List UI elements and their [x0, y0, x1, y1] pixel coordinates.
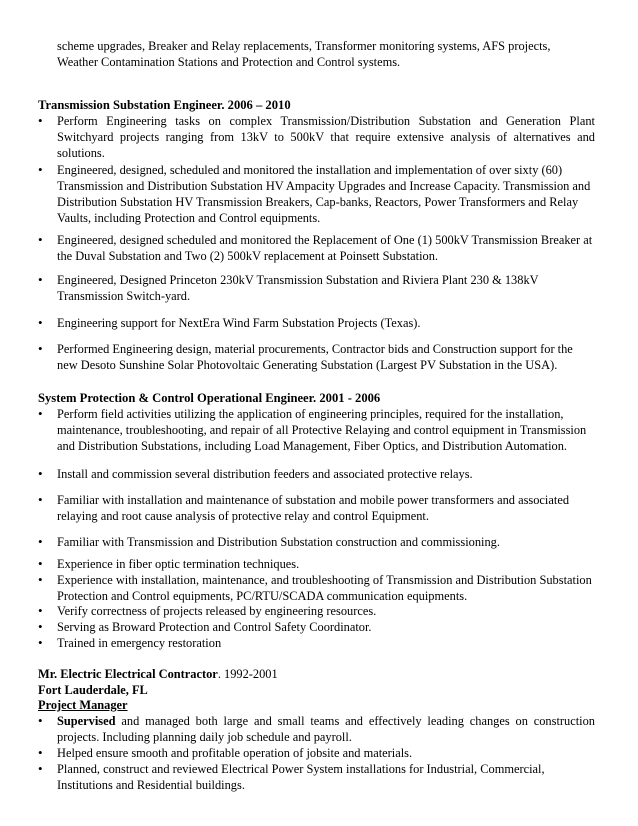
bullet-icon: • [38, 466, 43, 481]
bullet-icon: • [38, 713, 43, 728]
list-item-text: Familiar with installation and maintenance of substation and mobile power transformers and associated relaying and root cause analysis of protective relay and control Equipment. [57, 493, 570, 523]
list-item-text: Verify correctness of projects released by engineering resources. [57, 604, 377, 618]
bullet-icon: • [38, 232, 43, 247]
section-heading-transmission: Transmission Substation Engineer. 2006 – 2010 [38, 98, 291, 112]
bullet-icon: • [38, 113, 43, 128]
bullet-icon: • [38, 745, 43, 760]
list-item-text: Helped ensure smooth and profitable operation of jobsite and materials. [57, 746, 413, 760]
list-item-text [57, 713, 595, 745]
bullet-icon: • [38, 603, 43, 618]
list-item-text: Serving as Broward Protection and Control Safety Coordinator. [57, 620, 372, 634]
bullet-icon: • [38, 635, 43, 650]
list-item-bold-lead: Supervised [57, 714, 116, 728]
list-item-text: Experience in fiber optic termination techniques. [57, 557, 300, 571]
list-item-text: Engineered, designed, scheduled and monitored the installation and implementation of over sixty (60) Transmission and Distribution Substation HV Ampacity Upgrades and Increase Capacity. Transmission and Distribution Substation HV Transmission Breakers, Cap-banks, Reactors, Power Transformers and Relay Vaults, including Protection and Control equipments. [57, 163, 591, 225]
job-role: Project Manager [38, 698, 128, 712]
company-location: Fort Lauderdale, FL [38, 683, 148, 697]
bullet-icon: • [38, 556, 43, 571]
bullet-icon: • [38, 492, 43, 507]
company-years: . 1992-2001 [217, 667, 278, 681]
bullet-icon: • [38, 619, 43, 634]
list-item-text: Familiar with Transmission and Distribution Substation construction and commissioning. [57, 535, 500, 549]
list-item-text: Perform Engineering tasks on complex Transmission/Distribution Substation and Generation Plant Switchyard projects ranging from 13kV to 500kV that require extensive analysis of alternatives and solutions. [57, 114, 595, 160]
bullet-icon: • [38, 761, 43, 776]
bullet-icon: • [38, 572, 43, 587]
intro-line-1: scheme upgrades, Breaker and Relay replacements, Transformer monitoring systems, AFS projects, [57, 39, 551, 53]
section-heading-protection: System Protection & Control Operational Engineer. 2001 - 2006 [38, 391, 381, 405]
intro-line-2: Weather Contamination Stations and Protection and Control systems. [57, 55, 401, 69]
list-item-text: Engineered, designed scheduled and monitored the Replacement of One (1) 500kV Transmission Breaker at the Duval Substation and Two (2) 500kV replacement at Poinsett Substation. [57, 233, 593, 263]
bullet-icon: • [38, 406, 43, 421]
list-item-text: Engineering support for NextEra Wind Farm Substation Projects (Texas). [57, 316, 421, 330]
list-item-text: Engineered, Designed Princeton 230kV Transmission Substation and Riviera Plant 230 & 138kV Transmission Switch-yard. [57, 273, 539, 303]
list-item-text: Perform field activities utilizing the application of engineering principles, required for the installation, maintenance, troubleshooting, and repair of all Protective Relaying and control equipment in Transmission and Distribution Substations, including Load Management, Fiber Optics, and Distribution Automation. [57, 407, 587, 453]
bullet-icon: • [38, 162, 43, 177]
list-item-text: Install and commission several distribution feeders and associated protective relays. [57, 467, 473, 481]
bullet-icon: • [38, 315, 43, 330]
list-item-rest: and managed both large and small teams and effectively leading changes on construction projects. Including planning daily job schedule and payroll. [57, 714, 595, 744]
company-line [38, 666, 598, 682]
bullet-icon: • [38, 341, 43, 356]
list-item-text: Trained in emergency restoration [57, 636, 222, 650]
list-item-text: Performed Engineering design, material procurements, Contractor bids and Construction support for the new Desoto Sunshine Solar Photovoltaic Generating Substation (Largest PV Substation in the USA). [57, 342, 573, 372]
company-name: Mr. Electric Electrical Contractor [38, 667, 218, 681]
bullet-icon: • [38, 534, 43, 549]
list-item-text: Experience with installation, maintenance, and troubleshooting of Transmission and Distribution Substation Protection and Control equipments, PC/RTU/SCADA communication equipments. [57, 573, 592, 603]
list-item-text: Planned, construct and reviewed Electrical Power System installations for Industrial, Commercial, Institutions and Residential buildings. [57, 762, 545, 792]
bullet-icon: • [38, 272, 43, 287]
